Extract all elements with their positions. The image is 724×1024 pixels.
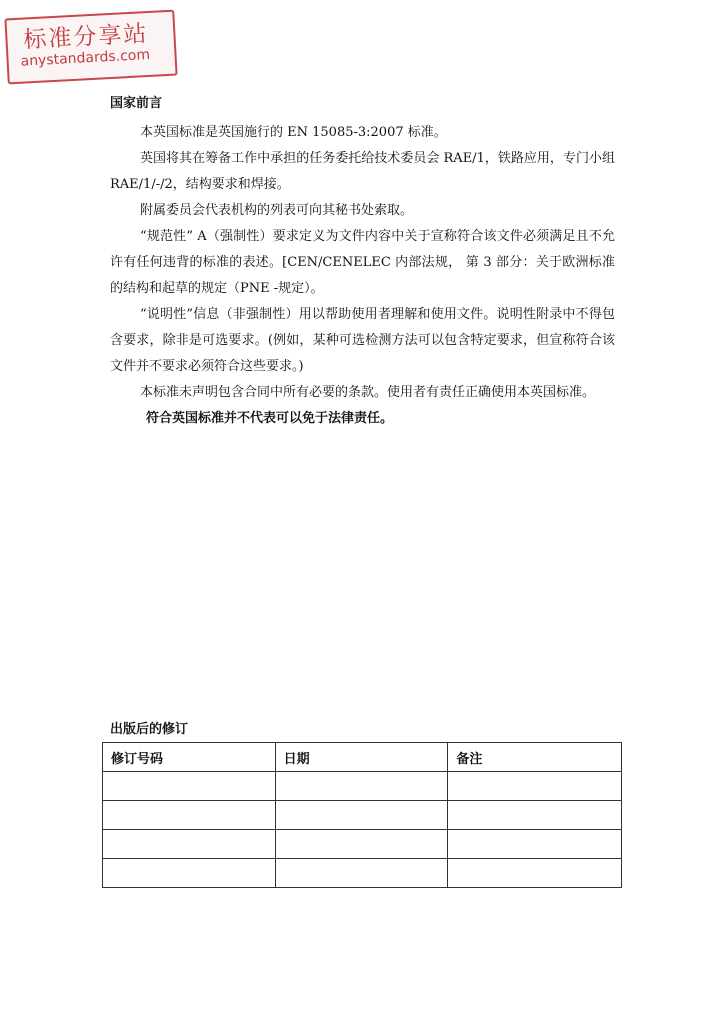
table-row <box>103 859 622 888</box>
table-header-row <box>103 743 622 772</box>
column-header-remarks: 备注 <box>448 743 622 772</box>
paragraph-5: “说明性”信息（非强制性）用以帮助使用者理解和使用文件。说明性附录中不得包含要求，除非是可选要求。(例如，某种可选检测方法可以包含特定要求，但宣称符合该文件并不要求必须符合这些要求。) <box>110 307 615 374</box>
watermark-text-cn: 标准分享站 <box>22 20 150 54</box>
table-cell <box>103 801 276 830</box>
amendments-table <box>102 742 622 888</box>
watermark-text-en: anystandards.com <box>20 46 151 70</box>
table-cell <box>448 772 622 801</box>
paragraph-4: “规范性” A（强制性）要求定义为文件内容中关于宣称符合该文件必须满足且不允许有任何违背的标准的表述。[CEN/CENELEC 内部法规， 第 3 部分：关于欧洲标准的结构和起草的规定（PNE -规定）。 <box>110 229 615 296</box>
table-cell <box>103 830 276 859</box>
legal-statement: 符合英国标准并不代表可以免于法律责任。 <box>146 411 394 426</box>
table-cell <box>103 859 276 888</box>
paragraph-2: 英国将其在筹备工作中承担的任务委托给技术委员会 RAE/1，铁路应用，专门小组 RAE/1/-/2，结构要求和焊接。 <box>110 151 615 192</box>
page-title: 国家前言 <box>110 96 163 111</box>
column-header-amendment-no: 修订号码 <box>103 743 276 772</box>
table-cell <box>275 830 448 859</box>
column-header-date: 日期 <box>275 743 448 772</box>
table-row <box>103 830 622 859</box>
national-foreword <box>110 92 615 432</box>
table-cell <box>275 772 448 801</box>
paragraph-6: 本标准未声明包含合同中所有必要的条款。使用者有责任正确使用本英国标准。 <box>140 385 596 400</box>
table-cell <box>275 801 448 830</box>
table-cell <box>448 859 622 888</box>
amendments-section <box>110 718 188 737</box>
watermark-stamp <box>4 10 177 85</box>
table-row <box>103 772 622 801</box>
table-cell <box>275 859 448 888</box>
table-cell <box>448 801 622 830</box>
table-row <box>103 801 622 830</box>
paragraph-3: 附属委员会代表机构的列表可向其秘书处索取。 <box>140 203 414 218</box>
table-cell <box>103 772 276 801</box>
paragraph-1: 本英国标准是英国施行的 EN 15085-3:2007 标准。 <box>140 125 447 140</box>
amendments-title: 出版后的修订 <box>110 722 189 737</box>
table-cell <box>448 830 622 859</box>
